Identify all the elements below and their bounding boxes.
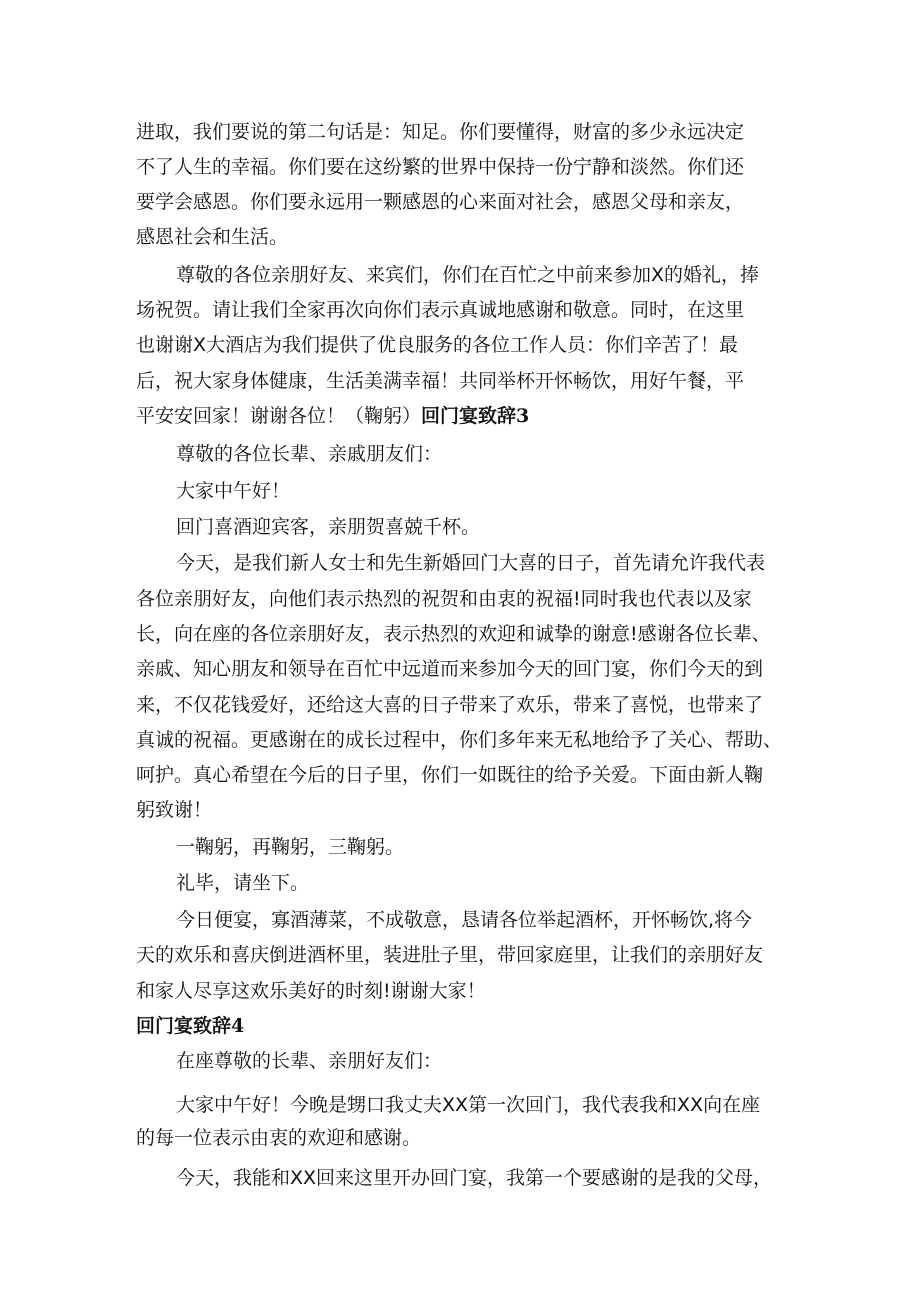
salutation: 在座尊敬的长辈、亲朋好友们：	[176, 1050, 443, 1072]
paragraph-line: 今天，我能和XX回来这里开办回门宴，我第一个要感谢的是我的父母，	[176, 1167, 773, 1189]
paragraph-line: 尊敬的各位亲朋好友、来宾们，你们在百忙之中前来参加X的婚礼，捧	[176, 264, 760, 286]
paragraph-line: 今日便宴，寡酒薄菜，不成敬意，恳请各位举起酒杯，开怀畅饮,将今	[176, 909, 753, 931]
greeting: 大家中午好！	[176, 480, 291, 502]
paragraph-line: 感恩社会和生活。	[136, 226, 289, 248]
paragraph-line: 大家中午好！今晚是甥口我丈夫XX第一次回门，我代表我和XX向在座	[176, 1094, 761, 1116]
paragraph-line: 场祝贺。请让我们全家再次向你们表示真诚地感谢和敬意。同时，在这里	[136, 299, 745, 321]
paragraph-line: 今天，是我们新人女士和先生新婚回门大喜的日子，首先请允许我代表	[176, 552, 766, 574]
paragraph-text: 平安安回家！谢谢各位！（鞠躬）	[136, 405, 422, 427]
paragraph-line: 礼毕，请坐下。	[176, 872, 310, 894]
paragraph-line: 天的欢乐和喜庆倒进酒杯里，装进肚子里，带回家庭里，让我们的亲朋好友	[136, 944, 764, 966]
paragraph-line: 进取，我们要说的第二句话是：知足。你们要懂得，财富的多少永远决定	[136, 121, 745, 143]
couplet-line: 回门喜酒迎宾客，亲朋贺喜兢千杯。	[176, 516, 481, 538]
paragraph-line: 亲戚、知心朋友和领导在百忙中远道而来参加今天的回门宴，你们今天的到	[136, 658, 764, 680]
paragraph-line: 长，向在座的各位亲朋好友，表示热烈的欢迎和诚挚的谢意!感谢各位长辈、	[136, 623, 771, 645]
salutation: 尊敬的各位长辈、亲戚朋友们：	[176, 443, 443, 465]
section-heading: 回门宴致辞3	[421, 405, 530, 427]
paragraph-line: 也谢谢X大酒店为我们提供了优良服务的各位工作人员：你们辛苦了！最	[136, 334, 739, 356]
paragraph-line: 要学会感恩。你们要永远用一颗感恩的心来面对社会，感恩父母和亲友，	[136, 191, 745, 213]
paragraph-line	[136, 404, 920, 428]
section-heading: 回门宴致辞4	[136, 1015, 245, 1037]
paragraph-line: 各位亲朋好友，向他们表示热烈的祝贺和由衷的祝福!同时我也代表以及家	[136, 588, 752, 610]
paragraph-line: 来，不仅花钱爱好，还给这大喜的日子带来了欢乐，带来了喜悦，也带来了	[136, 694, 764, 716]
paragraph-line: 躬致谢！	[136, 799, 213, 821]
paragraph-line: 一鞠躬，再鞠躬，三鞠躬。	[176, 836, 405, 858]
paragraph-line: 不了人生的幸福。你们要在这纷繁的世界中保持一份宁静和淡然。你们还	[136, 156, 745, 178]
paragraph-line: 呵护。真心希望在今后的日子里，你们一如既往的给予关爱。下面由新人鞠	[136, 764, 764, 786]
paragraph-line: 后，祝大家身体健康，生活美满幸福！共同举杯开怀畅饮，用好午餐，平	[136, 370, 745, 392]
paragraph-line: 和家人尽享这欢乐美好的时刻!谢谢大家！	[136, 980, 486, 1002]
paragraph-line: 真诚的祝福。更感谢在的成长过程中，你们多年来无私地给予了关心、帮助、	[136, 729, 783, 751]
paragraph-line: 的每一位表示由衷的欢迎和感谢。	[136, 1127, 422, 1149]
